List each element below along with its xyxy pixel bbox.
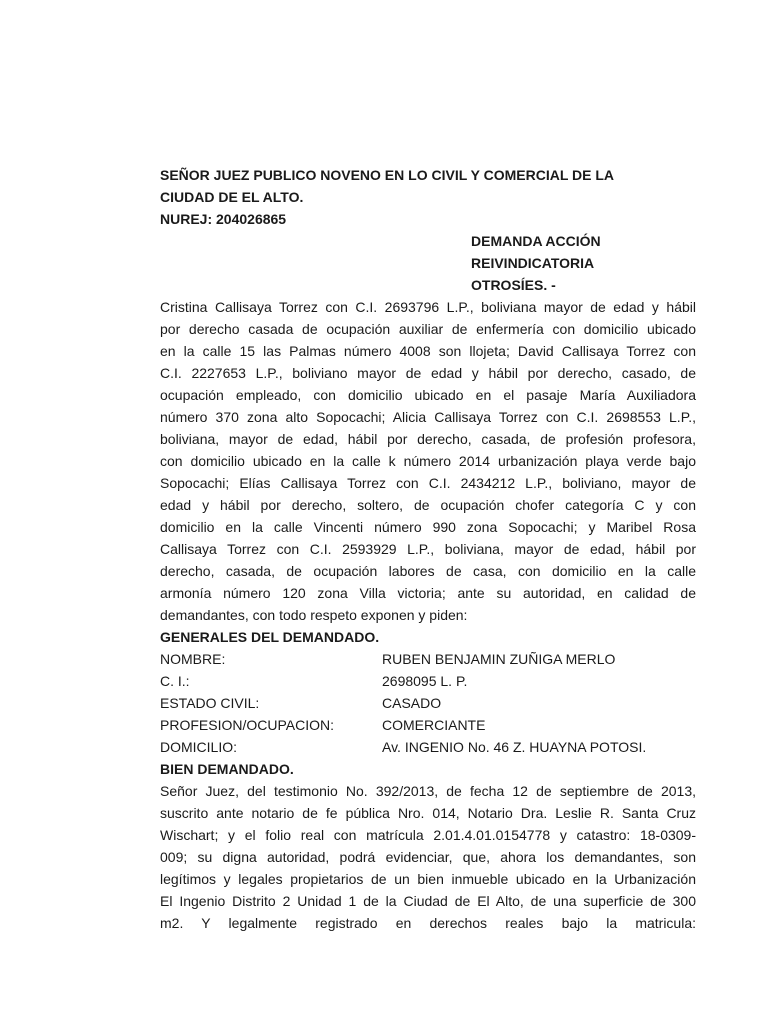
field-value: RUBEN BENJAMIN ZUÑIGA MERLO xyxy=(382,651,616,667)
intro-line: número 370 zona alto Sopocachi; Alicia Callisaya Torrez con C.I. 2698553 L.P., xyxy=(160,409,696,425)
bien-line: suscrito ante notario de fe pública Nro. 014, Notario Dra. Leslie R. Santa Cruz xyxy=(160,805,696,821)
generales-heading: GENERALES DEL DEMANDADO. xyxy=(160,629,380,645)
intro-line: boliviana, mayor de edad, hábil por derecho, casada, de profesión profesora, xyxy=(160,431,696,447)
intro-line: Callisaya Torrez con C.I. 2593929 L.P., boliviana, mayor de edad, hábil por xyxy=(160,541,696,557)
subject-block xyxy=(160,230,696,296)
intro-line: demandantes, con todo respeto exponen y piden: xyxy=(160,607,468,623)
intro-line: domicilio en la calle Vincenti número 990 zona Sopocachi; y Maribel Rosa xyxy=(160,519,696,535)
addressee-line-2: CIUDAD DE EL ALTO. xyxy=(160,189,304,205)
intro-line: armonía número 120 zona Villa victoria; ante su autoridad, en calidad de xyxy=(160,585,696,601)
nurej-number: NUREJ: 204026865 xyxy=(160,211,287,227)
field-value: COMERCIANTE xyxy=(382,717,486,733)
bien-line: El Ingenio Distrito 2 Unidad 1 de la Ciudad de El Alto, de una superficie de 300 xyxy=(160,893,696,909)
bien-line: 009; su digna autoridad, podrá evidenciar, que, ahora los demandantes, son xyxy=(160,849,696,865)
defendant-fields xyxy=(160,648,696,758)
bien-line: Señor Juez, del testimonio No. 392/2013, de fecha 12 de septiembre de 2013, xyxy=(160,783,696,799)
subject-line-2: REIVINDICATORIA xyxy=(471,255,595,271)
field-label: DOMICILIO: xyxy=(160,739,238,755)
intro-line: edad y hábil por derecho, soltero, de ocupación chofer categoría C y con xyxy=(160,497,696,513)
intro-line: C.I. 2227653 L.P., boliviano mayor de edad y hábil por derecho, casado, de xyxy=(160,365,696,381)
field-label: ESTADO CIVIL: xyxy=(160,695,260,711)
field-row-profesion xyxy=(160,714,696,736)
field-label: PROFESION/OCUPACION: xyxy=(160,717,334,733)
field-label: NOMBRE: xyxy=(160,651,226,667)
field-value: CASADO xyxy=(382,695,442,711)
bien-line: legítimos y legales propietarios de un bien inmueble ubicado en la Urbanización xyxy=(160,871,696,887)
field-label: C. I.: xyxy=(160,673,190,689)
field-row-domicilio xyxy=(160,736,696,758)
intro-line: con domicilio ubicado en la calle k número 2014 urbanización playa verde bajo xyxy=(160,453,696,469)
intro-line: en la calle 15 las Palmas número 4008 son llojeta; David Callisaya Torrez con xyxy=(160,343,696,359)
subject-line-1: DEMANDA ACCIÓN xyxy=(471,233,601,249)
field-row-ci xyxy=(160,670,696,692)
field-value: 2698095 L. P. xyxy=(382,673,468,689)
intro-paragraph xyxy=(160,296,696,626)
bien-line: Wischart; y el folio real con matrícula 2.01.4.01.0154778 y catastro: 18-0309- xyxy=(160,827,696,843)
field-value: Av. INGENIO No. 46 Z. HUAYNA POTOSI. xyxy=(382,739,647,755)
document-body xyxy=(160,164,696,934)
addressee-line-1: SEÑOR JUEZ PUBLICO NOVENO EN LO CIVIL Y COMERCIAL DE LA xyxy=(160,167,615,183)
bien-line: m2. Y legalmente registrado en derechos reales bajo la matricula: xyxy=(160,915,696,931)
intro-line: ocupación empleado, con domicilio ubicado en el pasaje María Auxiliadora xyxy=(160,387,696,403)
intro-line: Cristina Callisaya Torrez con C.I. 2693796 L.P., boliviana mayor de edad y hábil xyxy=(160,299,696,315)
field-row-estado-civil xyxy=(160,692,696,714)
bien-paragraph xyxy=(160,780,696,934)
intro-line: por derecho casada de ocupación auxiliar de enfermería con domicilio ubicado xyxy=(160,321,696,337)
subject-line-3: OTROSÍES. - xyxy=(471,277,556,293)
intro-line: Sopocachi; Elías Callisaya Torrez con C.I. 2434212 L.P., boliviano, mayor de xyxy=(160,475,696,491)
bien-heading: BIEN DEMANDADO. xyxy=(160,761,294,777)
intro-line: derecho, casada, de ocupación labores de casa, con domicilio en la calle xyxy=(160,563,696,579)
field-row-nombre xyxy=(160,648,696,670)
